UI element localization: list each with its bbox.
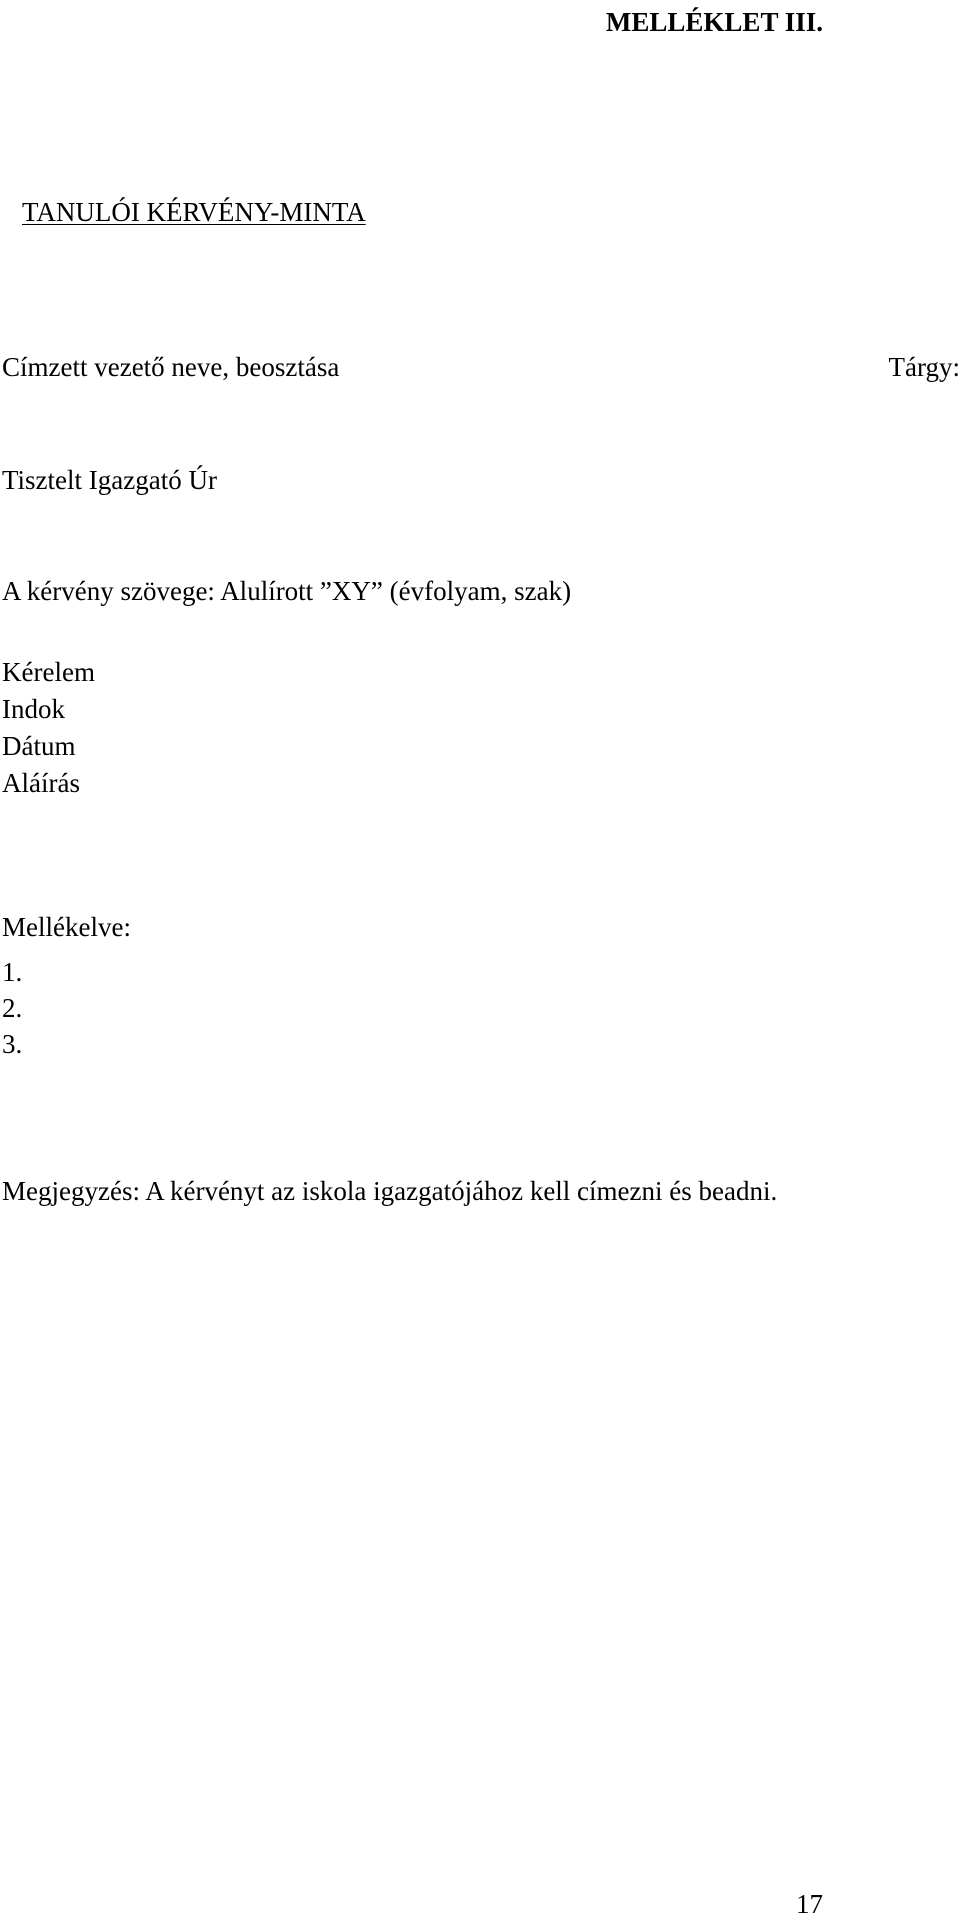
attachment-item: 3. — [2, 1029, 23, 1059]
request-body-line: A kérvény szövege: Alulírott ”XY” (évfolyam, szak) — [2, 576, 572, 606]
field-request: Kérelem — [2, 657, 95, 687]
field-signature: Aláírás — [2, 768, 80, 798]
page-number: 17 — [796, 1889, 823, 1919]
annex-label: MELLÉKLET III. — [605, 7, 823, 37]
field-date: Dátum — [2, 731, 76, 761]
attachment-item: 2. — [2, 993, 23, 1023]
recipient-line: Címzett vezető neve, beosztása — [2, 352, 340, 382]
document-title: TANULÓI KÉRVÉNY-MINTA — [22, 197, 366, 227]
attachment-item: 1. — [2, 957, 23, 987]
attachments-list — [2, 954, 22, 1062]
note-line: Megjegyzés: A kérvényt az iskola igazgatójához kell címezni és beadni. — [2, 1176, 778, 1206]
request-fields-list — [2, 654, 95, 802]
salutation: Tisztelt Igazgató Úr — [2, 465, 217, 495]
subject-label: Tárgy: — [888, 352, 960, 382]
attachments-label: Mellékelve: — [2, 912, 131, 942]
field-reason: Indok — [2, 694, 65, 724]
